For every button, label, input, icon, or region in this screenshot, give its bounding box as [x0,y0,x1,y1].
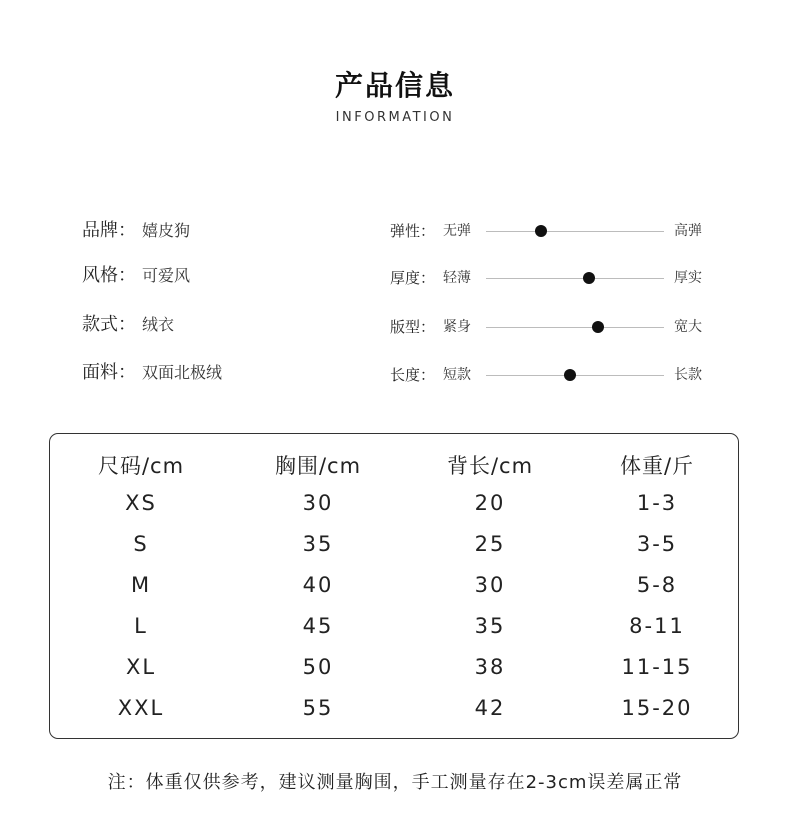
scale-fit-track [486,327,664,328]
table-row [50,482,738,523]
size-header-size: 尺码/cm [97,454,185,478]
table-row [50,646,738,687]
scale-length-label: 长度： [390,366,436,384]
scale-elasticity-low: 无弹 [443,223,471,239]
table-cell-weight: 1-3 [636,490,678,515]
table-row [50,564,738,605]
table-cell-size: XXL [117,695,165,720]
size-header-weight: 体重/斤 [619,454,695,478]
scale-thickness-low: 轻薄 [443,270,471,286]
scale-elasticity-high: 高弹 [674,223,702,239]
size-table-header-row [50,434,738,482]
attr-type [82,313,174,337]
table-cell-size: M [130,572,152,597]
table-cell-chest: 50 [302,654,334,679]
table-cell-size: XS [125,490,157,515]
table-cell-chest: 45 [302,613,334,638]
attr-brand-label: 品牌： [82,220,136,241]
size-header-chest: 胸围/cm [274,454,362,478]
attr-fabric-label: 面料： [82,362,136,383]
scale-elasticity [390,219,730,243]
scale-fit-indicator [592,321,604,333]
page-subtitle: INFORMATION [335,110,455,125]
attr-type-value: 绒衣 [142,315,175,334]
table-cell-back-length: 35 [474,613,506,638]
table-cell-chest: 35 [302,531,334,556]
table-cell-back-length: 25 [474,531,506,556]
scale-thickness-track [486,278,664,279]
scale-length-low: 短款 [443,367,471,383]
table-cell-size: S [133,531,149,556]
scale-length [390,363,730,387]
scale-fit [390,315,730,339]
scale-thickness-high: 厚实 [674,270,702,286]
table-cell-chest: 40 [302,572,334,597]
scale-length-high: 长款 [674,367,702,383]
table-cell-back-length: 42 [474,695,506,720]
scale-elasticity-indicator [535,225,547,237]
attr-style-label: 风格： [82,265,136,286]
size-table [50,434,738,728]
table-cell-weight: 11-15 [621,654,693,679]
scale-thickness-indicator [583,272,595,284]
size-header-back-length: 背长/cm [446,454,534,478]
attr-style [82,264,190,288]
page-title: 产品信息 [334,69,455,102]
scale-elasticity-label: 弹性： [390,222,436,240]
table-cell-size: L [134,613,148,638]
table-cell-chest: 55 [302,695,334,720]
attr-style-value: 可爱风 [142,266,191,285]
table-cell-weight: 5-8 [636,572,678,597]
table-row [50,523,738,564]
table-cell-chest: 30 [302,490,334,515]
scale-fit-low: 紧身 [443,319,471,335]
table-cell-weight: 15-20 [621,695,693,720]
table-cell-back-length: 20 [474,490,506,515]
scale-fit-high: 宽大 [674,319,702,335]
size-table-box [49,433,739,739]
attr-fabric-value: 双面北极绒 [142,363,223,382]
attr-brand-value: 嬉皮狗 [142,221,191,240]
table-cell-weight: 3-5 [636,531,678,556]
scale-thickness-label: 厚度： [390,269,436,287]
table-cell-size: XL [125,654,157,679]
table-cell-back-length: 30 [474,572,506,597]
attr-fabric [82,361,222,385]
scale-fit-label: 版型： [390,318,436,336]
footnote: 注：体重仅供参考，建议测量胸围，手工测量存在2-3cm误差属正常 [107,772,683,793]
scale-length-indicator [564,369,576,381]
table-row [50,687,738,728]
attr-brand [82,219,190,243]
table-row [50,605,738,646]
scale-elasticity-track [486,231,664,232]
scale-length-track [486,375,664,376]
table-cell-weight: 8-11 [629,613,685,638]
scale-thickness [390,266,730,290]
table-cell-back-length: 38 [474,654,506,679]
attr-type-label: 款式： [82,314,136,335]
